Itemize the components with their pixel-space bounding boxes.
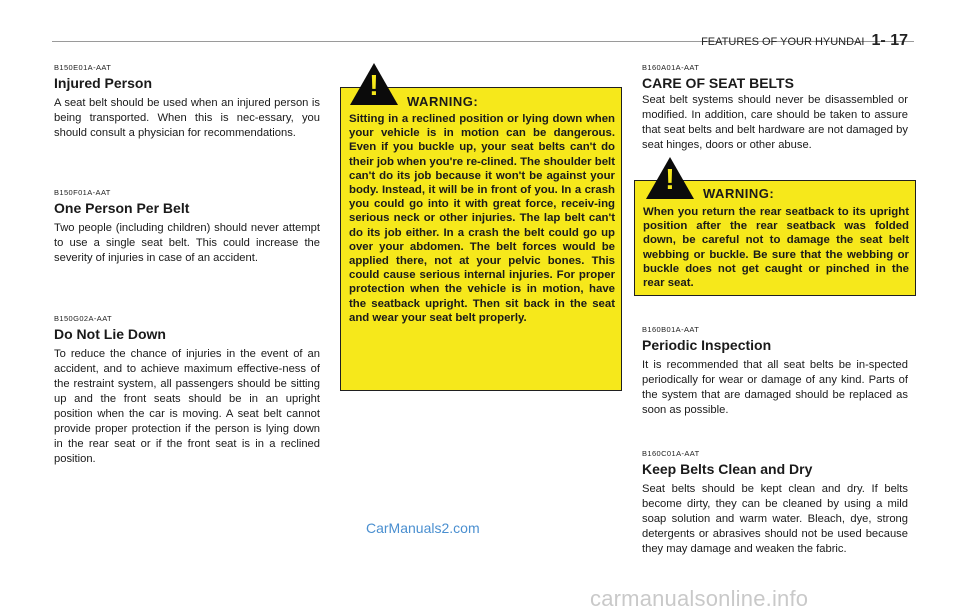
footer-watermark: carmanualsonline.info [590,586,809,611]
section-body: It is recommended that all seat belts be in-spected periodically for wear or damage of any kind. Parts of the system that are damaged should be replaced as soon as possible. [642,359,908,416]
section-injured-person [54,63,320,141]
warning-title: WARNING: [703,186,775,201]
section-code: B160A01A-AAT [642,63,700,72]
warning-text: Sitting in a reclined position or lying down when your vehicle is in motion can be dangerous. Even if you buckle up, your seat belts can't do their job when you're re-clined. The shoulder belt can't do its job because it won't be against your body. Instead, it will be in front of you. In a crash you could go into it with great force, receiv-ing serious neck or other injuries. The lap belt can't do its job either. In a crash the belt could go up over your abdomen. The belt forces would be applied there, not at your pelvic bones. This could cause serious internal injuries. For proper protection when the vehicle is in motion, have the seatback upright. Then sit back in the seat and wear your seat belt properly. [349,113,615,324]
watermark-link[interactable]: CarManuals2.com [366,520,480,536]
section-code: B150F01A-AAT [54,188,111,197]
section-keep-belts-clean [642,449,908,557]
section-title: Injured Person [54,75,153,91]
exclamation-icon: ! [369,70,379,102]
section-body: Seat belt systems should never be disassembled or modified. In addition, care should be taken to assure that seat belts and belt hardware are not damaged by seat hinges, doors or other abuse. [642,94,908,151]
warning-text: When you return the rear seatback to its upright position after the rear seatback was folded down, be careful not to damage the seat belt webbing or buckle. Be sure that the webbing or buckle does not get caught or pinched in the rear seat. [643,206,909,290]
section-code: B160B01A-AAT [642,325,700,334]
section-periodic-inspection [642,325,908,418]
section-code: B160C01A-AAT [642,449,700,458]
section-care-of-seat-belts [642,63,908,153]
section-code: B150E01A-AAT [54,63,112,72]
section-title: Periodic Inspection [642,337,772,353]
section-title: One Person Per Belt [54,200,190,216]
section-do-not-lie-down [54,314,320,467]
section-body: To reduce the chance of injuries in the event of an accident, and to achieve maximum effective-ness of the restraint system, all passengers should be sitting up and the front seats should be in an upright position when the car is moving. A seat belt cannot provide proper protection if the person is lying down in the rear seat or if the front seat is in a reclined position. [54,348,320,465]
section-title: CARE OF SEAT BELTS [642,75,794,91]
section-title: Do Not Lie Down [54,326,166,342]
warning-box-seatback [634,164,916,296]
warning-title: WARNING: [407,94,479,109]
warning-box-reclined [340,70,622,391]
section-one-person-per-belt [54,188,320,266]
section-body: A seat belt should be used when an injured person is being transported. When this is nec-essary, you should consult a physician for recommendations. [54,97,320,139]
exclamation-icon: ! [665,164,675,196]
section-title: Keep Belts Clean and Dry [642,461,813,477]
section-body: Seat belts should be kept clean and dry. If belts become dirty, they can be cleaned by using a mild soap solution and warm water. Bleach, dye, strong detergents or abrasives should not be used because they may damage and weaken the fabric. [642,483,908,555]
page-number: 1- 17 [871,32,908,49]
page-header [701,32,908,50]
header-section-title: FEATURES OF YOUR HYUNDAI [701,36,865,48]
section-body: Two people (including children) should never attempt to use a single seat belt. This could increase the severity of injuries in case of an accident. [54,222,320,264]
section-code: B150G02A-AAT [54,314,113,323]
